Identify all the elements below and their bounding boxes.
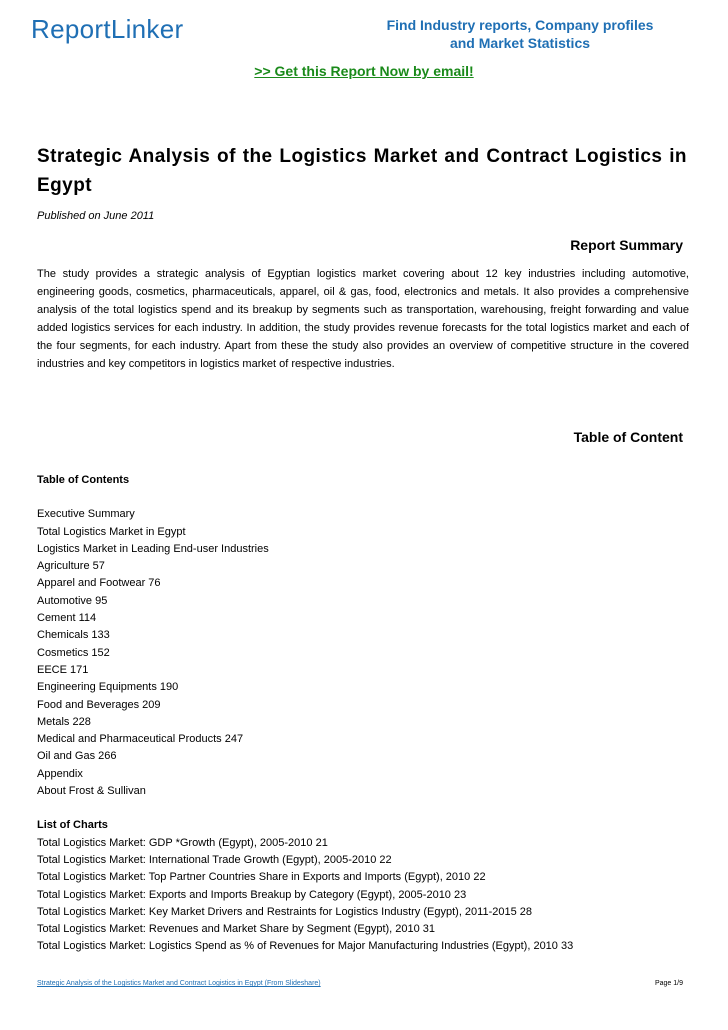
reportlinker-logo[interactable]: ReportLinker <box>31 14 184 44</box>
toc-item: Metals 228 <box>37 715 91 728</box>
tagline-line-2: and Market Statistics <box>449 35 591 51</box>
chart-list-item: Total Logistics Market: Exports and Imports Breakup by Category (Egypt), 2005-2010 23 <box>37 888 467 901</box>
get-report-link-text[interactable]: >> Get this Report Now by email! <box>254 63 474 79</box>
charts-list <box>37 835 697 956</box>
toc-item: Cosmetics 152 <box>37 646 110 659</box>
report-summary-heading: Report Summary <box>570 237 683 253</box>
toc-item: Engineering Equipments 190 <box>37 681 179 694</box>
get-report-link[interactable] <box>0 63 728 79</box>
report-title: Strategic Analysis of the Logistics Market and Contract Logistics in Egypt <box>37 146 687 196</box>
chart-list-item: Total Logistics Market: Revenues and Market Share by Segment (Egypt), 2010 31 <box>37 923 436 936</box>
toc-title: Table of Contents <box>37 474 130 486</box>
spacer <box>37 800 697 817</box>
chart-list-item: Total Logistics Market: Key Market Drivers and Restraints for Logistics Industry (Egypt), 2011-2015 28 <box>37 905 533 918</box>
toc-item: Medical and Pharmaceutical Products 247 <box>37 733 244 746</box>
toc-item: Chemicals 133 <box>37 629 110 642</box>
header-tagline <box>380 16 660 52</box>
charts-title: List of Charts <box>37 819 108 832</box>
spacer <box>37 489 697 506</box>
toc-item: About Frost & Sullivan <box>37 785 146 798</box>
toc-item: Appendix <box>37 767 83 780</box>
table-of-content-heading: Table of Content <box>573 429 683 445</box>
report-summary-text: The study provides a strategic analysis of Egyptian logistics market covering about 12 key industries including automotive, engineering goods, cosmetics, pharmaceuticals, apparel, oil & gas, food, electronics and metals. It also provides a comprehensive analysis of the total logistics spend and its breakup by segments such as transportation, warehousing, freight forwarding and value added logistics services for each industry. In addition, the study provides revenue forecasts for the total logistics market and each of the four segments, for each industry. Apart from these the study also provides an overview of competitive structure in the covered industries and key competitors in logistics market of respective industries. <box>37 268 689 370</box>
chart-list-item: Total Logistics Market: Top Partner Countries Share in Exports and Imports (Egypt), 2010 22 <box>37 871 486 884</box>
toc-item: Total Logistics Market in Egypt <box>37 525 186 538</box>
toc-item: Cement 114 <box>37 612 97 625</box>
tagline-line-1: Find Industry reports, Company profiles <box>386 17 654 33</box>
page-number: Page 1/9 <box>654 980 683 987</box>
chart-list-item: Total Logistics Market: Logistics Spend as % of Revenues for Major Manufacturing Industries (Egypt), 2010 33 <box>37 940 574 953</box>
toc-item: Oil and Gas 266 <box>37 750 117 763</box>
table-of-contents <box>37 472 697 956</box>
toc-list <box>37 506 697 800</box>
toc-item: Food and Beverages 209 <box>37 698 161 711</box>
toc-item: Apparel and Footwear 76 <box>37 577 161 590</box>
toc-item: Logistics Market in Leading End-user Industries <box>37 542 269 555</box>
toc-item: EECE 171 <box>37 663 89 676</box>
toc-item: Agriculture 57 <box>37 560 105 573</box>
published-date: Published on June 2011 <box>37 210 155 222</box>
footer-source-link[interactable]: Strategic Analysis of the Logistics Market and Contract Logistics in Egypt (From Slideshare) <box>37 980 321 987</box>
toc-item: Executive Summary <box>37 508 135 521</box>
chart-list-item: Total Logistics Market: GDP *Growth (Egypt), 2005-2010 21 <box>37 836 328 849</box>
toc-item: Automotive 95 <box>37 594 108 607</box>
chart-list-item: Total Logistics Market: International Trade Growth (Egypt), 2005-2010 22 <box>37 853 392 866</box>
